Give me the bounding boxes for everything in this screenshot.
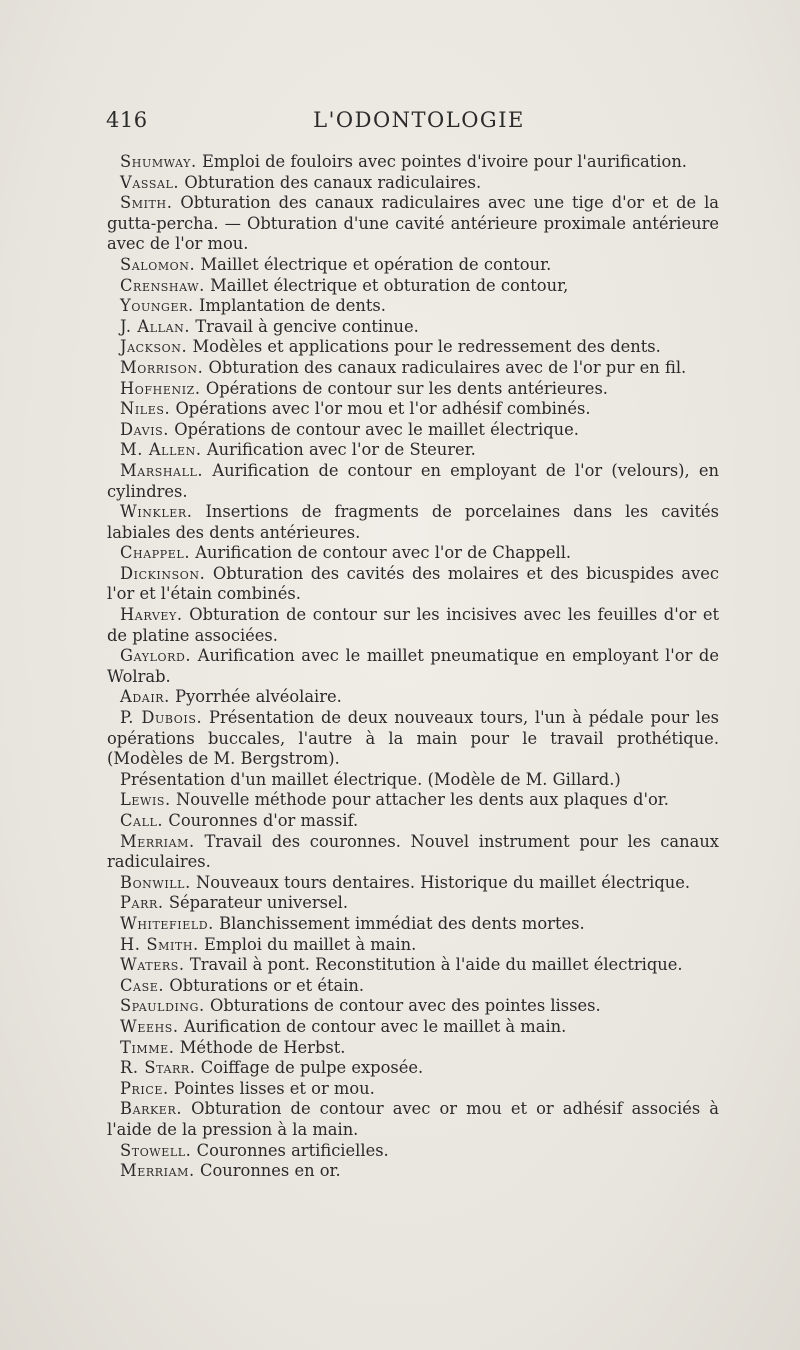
entry-text: Aurification de contour en employant de l'or (velours), en cylindres. (107, 460, 719, 501)
entry-author: Chappel. (120, 543, 191, 563)
entry-paragraph (107, 420, 719, 441)
entry-author: Price. (120, 1078, 169, 1098)
entry-author: Spaulding. (120, 996, 205, 1016)
entry-paragraph (107, 173, 719, 194)
entry-paragraph (107, 873, 719, 894)
entry-paragraph (107, 1141, 719, 1162)
entry-paragraph (107, 605, 719, 646)
entry-author: Bonwill. (120, 872, 191, 892)
entry-paragraph (107, 440, 719, 461)
entry-paragraph (107, 543, 719, 564)
entry-author: Morrison. (120, 357, 204, 377)
entry-author: Vassal. (120, 172, 180, 192)
entry-text: Obturation des cavités des molaires et des bicuspides avec l'or et l'étain combinés. (107, 563, 719, 604)
entry-paragraph (107, 1161, 719, 1182)
entry-author: M. Allen. (120, 440, 202, 460)
entry-paragraph (107, 893, 719, 914)
entry-text: Présentation d'un maillet électrique. (Modèle de M. Gillard.) (120, 769, 621, 789)
entry-author: Adair. (120, 687, 170, 707)
entry-text: Séparateur universel. (168, 893, 349, 913)
entry-author: Crenshaw. (120, 275, 205, 295)
entry-paragraph (107, 770, 719, 791)
entry-text: Travail à gencive continue. (195, 316, 419, 336)
entry-text: Opérations avec l'or mou et l'or adhésif combinés. (175, 399, 591, 419)
entry-text: Obturation de contour avec or mou et or adhésif associés à l'aide de la pression à la main. (107, 1099, 719, 1139)
entry-text: Méthode de Herbst. (179, 1037, 346, 1057)
entry-author: Harvey. (120, 605, 183, 625)
entry-author: Case. (120, 975, 165, 995)
entry-author: R. Starr. (120, 1058, 196, 1078)
entry-text: Obturation des canaux radiculaires avec de l'or pur en fil. (208, 357, 687, 377)
entry-text: Emploi du maillet à main. (204, 934, 417, 954)
entry-paragraph (107, 502, 719, 543)
entry-list (107, 152, 719, 1182)
entry-paragraph (107, 832, 719, 873)
entry-author: Waters. (120, 955, 185, 975)
entry-author: Niles. (120, 399, 171, 419)
entry-author: Merriam. (120, 831, 195, 851)
entry-text: Implantation de dents. (198, 296, 386, 316)
entry-paragraph (107, 935, 719, 956)
entry-text: Pointes lisses et or mou. (174, 1078, 375, 1098)
entry-text: Obturations de contour avec des pointes lisses. (210, 996, 601, 1016)
entry-text: Travail à pont. Reconstitution à l'aide du maillet électrique. (189, 955, 683, 975)
entry-paragraph (107, 955, 719, 976)
entry-paragraph (107, 1099, 719, 1140)
entry-author: Shumway. (120, 152, 197, 171)
entry-text: Aurification avec l'or de Steurer. (206, 440, 476, 460)
entry-paragraph (107, 317, 719, 338)
entry-author: Dickinson. (120, 563, 206, 583)
entry-text: Pyorrhée alvéolaire. (175, 687, 342, 707)
entry-paragraph (107, 976, 719, 997)
entry-text: Obturation des canaux radiculaires avec une tige d'or et de la gutta-percha. — Obturation d'une cavité antérieure proximale antérieure avec de l'or mou. (107, 193, 719, 254)
entry-text: Présentation de deux nouveaux tours, l'un à pédale pour les opérations buccales, l'autre à la main pour le travail prothétique. (Modèles de M. Bergstrom). (107, 708, 719, 769)
entry-author: Davis. (120, 419, 170, 439)
entry-text: Coiffage de pulpe exposée. (200, 1058, 424, 1078)
entry-text: Modèles et applications pour le redressement des dents. (192, 337, 661, 357)
entry-paragraph (107, 461, 719, 502)
entry-text: Obturations or et étain. (169, 975, 365, 995)
entry-paragraph (107, 1038, 719, 1059)
entry-paragraph (107, 358, 719, 379)
entry-author: H. Smith. (120, 934, 199, 954)
entry-paragraph (107, 399, 719, 420)
entry-text: Insertions de fragments de porcelaines dans les cavités labiales des dents antérieures. (107, 502, 719, 542)
entry-text: Obturation de contour sur les incisives avec les feuilles d'or et de platine associées. (107, 605, 719, 645)
entry-paragraph (107, 379, 719, 400)
entry-author: Jackson. (120, 337, 188, 357)
entry-text: Aurification de contour avec le maillet à main. (183, 1016, 567, 1036)
entry-paragraph (107, 914, 719, 935)
entry-author: Gaylord. (120, 646, 192, 666)
entry-text: Opérations de contour avec le maillet électrique. (174, 419, 579, 439)
page-number: 416 (106, 108, 148, 132)
entry-paragraph (107, 687, 719, 708)
entry-paragraph (107, 1017, 719, 1038)
entry-author: P. Dubois. (120, 708, 203, 728)
entry-text: Travail des couronnes. Nouvel instrument pour les canaux radiculaires. (107, 831, 719, 872)
page-header (106, 108, 718, 138)
entry-paragraph (107, 564, 719, 605)
entry-author: Call. (120, 811, 164, 830)
entry-author: Weehs. (120, 1016, 179, 1036)
entry-paragraph (107, 296, 719, 317)
entry-text: Nouvelle méthode pour attacher les dents aux plaques d'or. (176, 790, 669, 810)
entry-author: Salomon. (120, 254, 196, 274)
entry-author: Lewis. (120, 790, 171, 810)
entry-text: Aurification avec le maillet pneumatique en employant l'or de Wolrab. (107, 646, 719, 686)
entry-paragraph (107, 811, 719, 832)
entry-paragraph (107, 276, 719, 297)
entry-text: Couronnes d'or massif. (168, 811, 359, 830)
entry-text: Opérations de contour sur les dents antérieures. (205, 378, 608, 398)
entry-author: Parr. (120, 893, 164, 913)
entry-author: Stowell. (120, 1140, 192, 1160)
running-title: L'ODONTOLOGIE (313, 108, 525, 132)
entry-paragraph (107, 790, 719, 811)
entry-paragraph (107, 1079, 719, 1100)
entry-paragraph (107, 996, 719, 1017)
entry-paragraph (107, 193, 719, 255)
entry-text: Obturation des canaux radiculaires. (184, 172, 482, 192)
entry-author: Merriam. (120, 1161, 195, 1181)
entry-author: Younger. (120, 296, 194, 316)
entry-paragraph (107, 255, 719, 276)
entry-paragraph (107, 1058, 719, 1079)
entry-author: Smith. (120, 193, 173, 213)
entry-author: Timme. (120, 1037, 175, 1057)
entry-author: Whitefield. (120, 913, 214, 933)
entry-paragraph (107, 152, 719, 173)
entry-author: Hofheniz. (120, 378, 201, 398)
entry-text: Couronnes artificielles. (196, 1140, 389, 1160)
entry-text: Couronnes en or. (199, 1161, 341, 1181)
entry-text: Blanchissement immédiat des dents mortes. (219, 913, 585, 933)
entry-author: J. Allan. (120, 316, 191, 336)
entry-text: Aurification de contour avec l'or de Chappell. (195, 543, 572, 563)
entry-author: Winkler. (120, 502, 193, 522)
entry-author: Marshall. (120, 460, 204, 480)
entry-text: Nouveaux tours dentaires. Historique du maillet électrique. (196, 872, 691, 892)
entry-text: Maillet électrique et opération de contour. (200, 254, 552, 274)
entry-paragraph (107, 337, 719, 358)
entry-text: Maillet électrique et obturation de contour, (210, 275, 569, 295)
entry-paragraph (107, 708, 719, 770)
entry-text: Emploi de fouloirs avec pointes d'ivoire pour l'aurification. (201, 152, 687, 171)
entry-author: Barker. (120, 1099, 183, 1119)
entry-paragraph (107, 646, 719, 687)
